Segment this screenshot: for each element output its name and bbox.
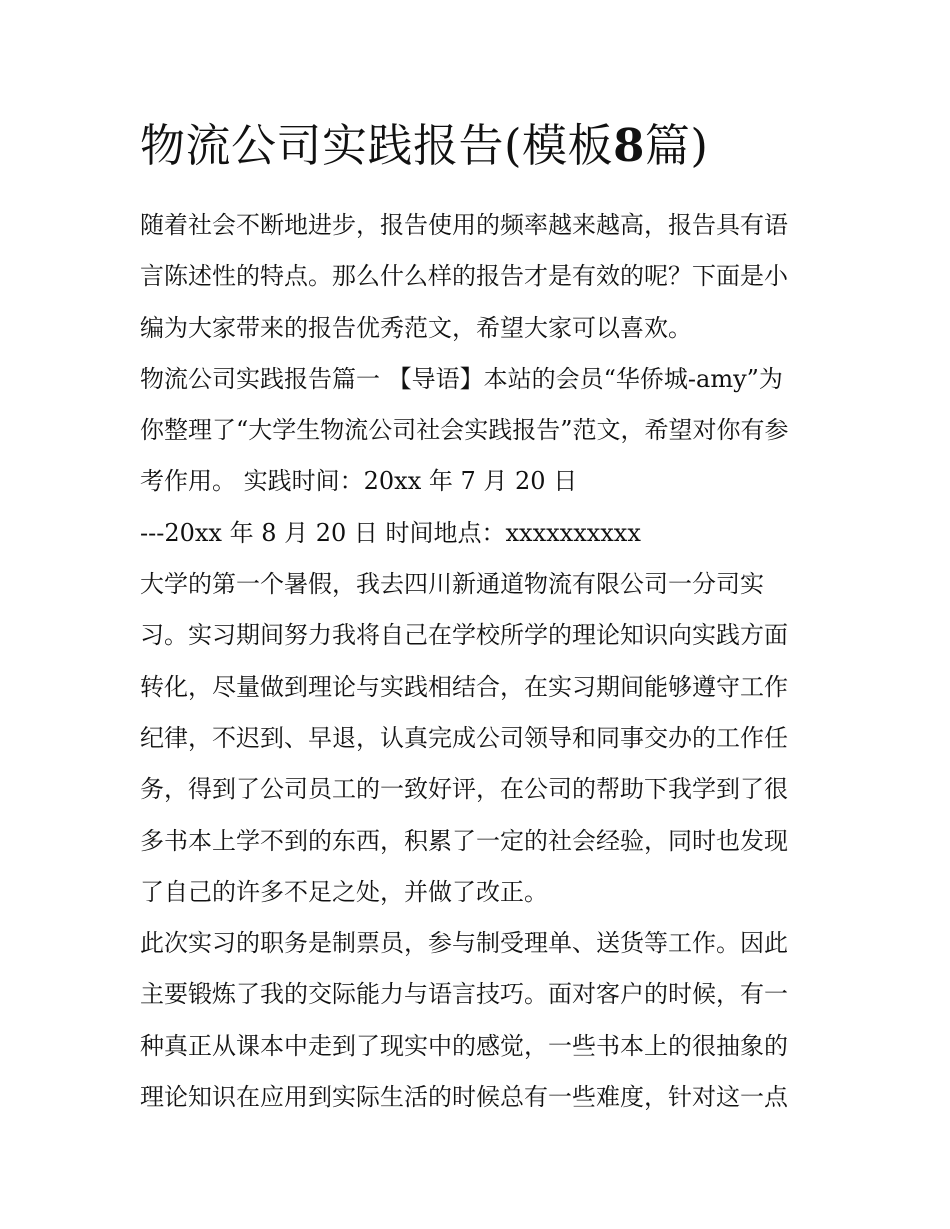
title-prefix: 物流公司实践报告(模板 bbox=[140, 119, 614, 172]
text-line: 随着社会不断地进步，报告使用的频率越来越高，报告具有语 bbox=[140, 211, 788, 239]
text-line: 物流公司实践报告篇一 【导语】本站的会员“华侨城-amy”为 bbox=[140, 364, 783, 393]
text-line: 务，得到了公司员工的一致好评，在公司的帮助下我学到了很 bbox=[140, 775, 788, 804]
text-line: 言陈述性的特点。那么什么样的报告才是有效的呢？下面是小 bbox=[140, 262, 788, 291]
text-line: 种真正从课本中走到了现实中的感觉，一些书本上的很抽象的 bbox=[140, 1031, 788, 1060]
document-title bbox=[140, 116, 840, 176]
text-line: 此次实习的职务是制票员，参与制受理单、送货等工作。因此 bbox=[140, 929, 788, 958]
text-line: 纪律，不迟到、早退，认真完成公司领导和同事交办的工作任 bbox=[140, 723, 788, 752]
text-line: 大学的第一个暑假，我去四川新通道物流有限公司一分司实 bbox=[140, 570, 764, 599]
document-body bbox=[140, 200, 812, 1123]
text-line: ---20xx 年 8 月 20 日 时间地点：xxxxxxxxxx bbox=[140, 518, 641, 547]
text-line: 多书本上学不到的东西，积累了一定的社会经验，同时也发现 bbox=[140, 826, 788, 855]
text-line: 考作用。 实践时间：20xx 年 7 月 20 日 bbox=[140, 467, 578, 496]
text-line: 了自己的许多不足之处，并做了改正。 bbox=[140, 877, 548, 906]
title-number: 8 bbox=[613, 119, 645, 172]
text-line: 主要锻炼了我的交际能力与语言技巧。面对客户的时候，有一 bbox=[140, 980, 788, 1009]
text-line: 编为大家带来的报告优秀范文，希望大家可以喜欢。 bbox=[140, 313, 692, 342]
text-line: 你整理了“大学生物流公司社会实践报告”范文，希望对你有参 bbox=[140, 416, 789, 445]
text-line: 理论知识在应用到实际生活的时候总有一些难度，针对这一点 bbox=[140, 1083, 788, 1112]
text-line: 转化，尽量做到理论与实践相结合，在实习期间能够遵守工作 bbox=[140, 672, 788, 701]
title-suffix: 篇) bbox=[644, 119, 709, 172]
text-line: 习。实习期间努力我将自己在学校所学的理论知识向实践方面 bbox=[140, 621, 788, 650]
